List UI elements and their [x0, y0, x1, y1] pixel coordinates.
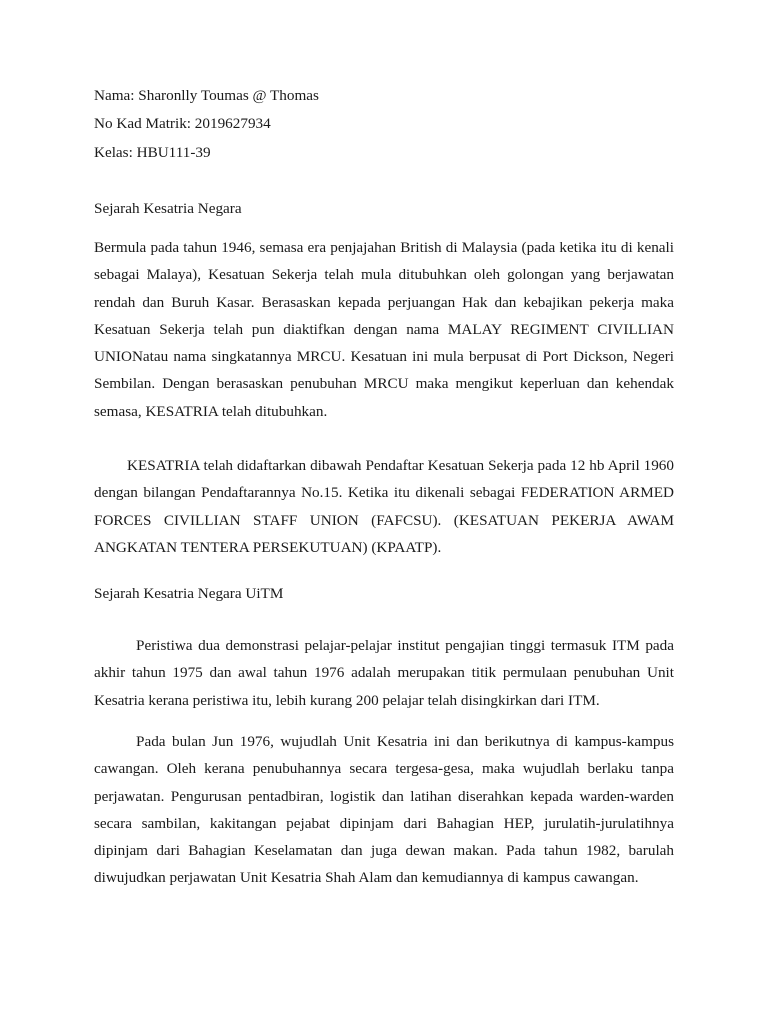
matric-number: No Kad Matrik: 2019627934 [94, 115, 271, 132]
class-code: Kelas: HBU111-39 [94, 144, 211, 161]
section-heading-kesatria-negara: Sejarah Kesatria Negara [94, 200, 242, 217]
paragraph-establishment-1976: Pada bulan Jun 1976, wujudlah Unit Kesatria ini dan berikutnya di kampus-kampus cawangan. Oleh kerana penubuhannya secara tergesa-gesa, maka wujudlah berlaku tanpa perjawatan. Pengurusan pentadbiran, logistik dan latihan diserahkan kepada warden-warden secara sambilan, kakitangan pejabat dipinjam dari Bahagian HEP, jurulatih-jurulatihnya dipinjam dari Bahagian Keselamatan dan juga dewan makan. Pada tahun 1982, barulah diwujudkan perjawatan Unit Kesatria Shah Alam dan kemudiannya di kampus cawangan. [94, 733, 674, 887]
paragraph-history-1946: Bermula pada tahun 1946, semasa era penjajahan British di Malaysia (pada ketika itu di kenali sebagai Malaya), Kesatuan Sekerja telah mula ditubuhkan oleh golongan yang berjawatan rendah dan Buruh Kasar. Berasaskan kepada perjuangan Hak dan kebajikan pekerja maka Kesatuan Sekerja telah pun diaktifkan dengan nama MALAY REGIMENT CIVILLIAN UNIONatau nama singkatannya MRCU. Kesatuan ini mula berpusat di Port Dickson, Negeri Sembilan. Dengan berasaskan penubuhan MRCU maka mengikut keperluan dan kehendak semasa, KESATRIA telah ditubuhkan. [94, 239, 674, 420]
paragraph-demonstration: Peristiwa dua demonstrasi pelajar-pelajar institut pengajian tinggi termasuk ITM pada akhir tahun 1975 dan awal tahun 1976 adalah merupakan titik permulaan penubuhan Unit Kesatria kerana peristiwa itu, lebih kurang 200 pelajar telah disingkirkan dari ITM. [94, 637, 674, 709]
student-name: Nama: Sharonlly Toumas @ Thomas [94, 87, 319, 104]
section-heading-kesatria-uitm: Sejarah Kesatria Negara UiTM [94, 585, 284, 602]
paragraph-registration-1960: KESATRIA telah didaftarkan dibawah Pendaftar Kesatuan Sekerja pada 12 hb April 1960 dengan bilangan Pendaftarannya No.15. Ketika itu dikenali sebagai FEDERATION ARMED FORCES CIVILLIAN STAFF UNION (FAFCSU). (KESATUAN PEKERJA AWAM ANGKATAN TENTERA PERSEKUTUAN) (KPAATP). [94, 457, 674, 556]
